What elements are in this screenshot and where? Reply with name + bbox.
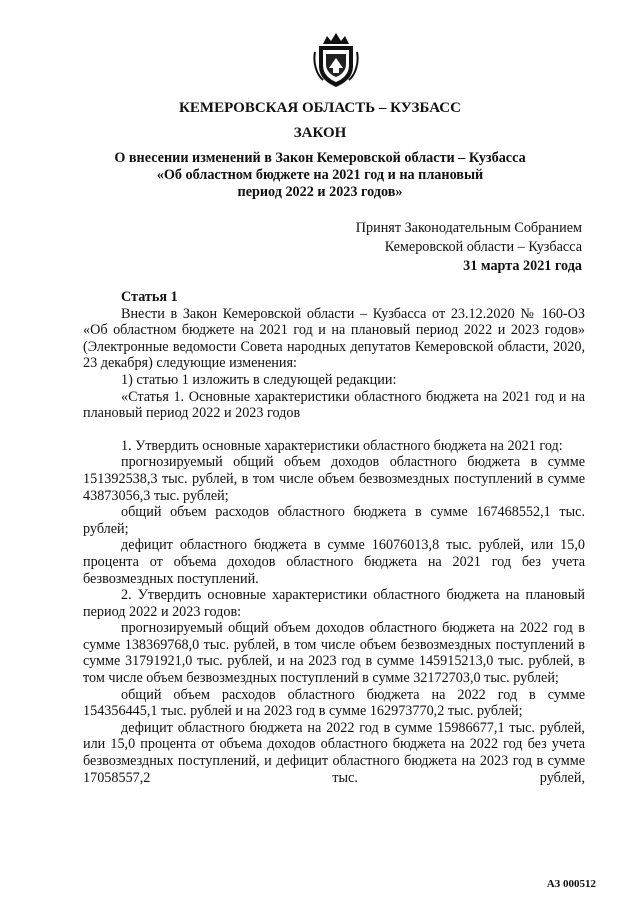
adoption-line: Принят Законодательным Собранием <box>355 220 582 236</box>
law-title-line: «Об областном бюджете на 2021 год и на плановый <box>156 167 484 183</box>
paragraph: общий объем расходов областного бюджета в сумме 167468552,1 тыс. рублей; <box>83 504 585 537</box>
law-title-line: период 2022 и 2023 годов» <box>237 184 403 200</box>
law-title <box>0 150 640 201</box>
adoption-block <box>356 219 582 276</box>
article-heading: Статья 1 <box>121 289 178 305</box>
adoption-line: Кемеровской области – Кузбасса <box>384 239 582 255</box>
paragraph: 1. Утвердить основные характеристики областного бюджета на 2021 год: <box>121 437 563 454</box>
paragraph: 1) статью 1 изложить в следующей редакции: <box>121 371 397 388</box>
law-body <box>83 289 585 786</box>
paragraph: прогнозируемый общий объем доходов областного бюджета в сумме 151392538,3 тыс. рублей, в том числе объем безвозмездных поступлений в сумме 43873056,3 тыс. рублей; <box>83 454 585 504</box>
paragraph: Внести в Закон Кемеровской области – Кузбасса от 23.12.2020 № 160-ОЗ «Об областном бюджете на 2021 год и на плановый период 2022 и 2023 годов» (Электронные ведомости Совета народных депутатов Кемеровской области, 2020, 23 декабря) следующие изменения: <box>83 305 585 372</box>
document-serial-number: АЗ 000512 <box>546 878 596 890</box>
paragraph: 2. Утвердить основные характеристики областного бюджета на плановый период 2022 и 2023 годов: <box>83 587 585 620</box>
law-title-line: О внесении изменений в Закон Кемеровской области – Кузбасса <box>114 150 526 166</box>
paragraph: «Статья 1. Основные характеристики областного бюджета на 2021 год и на плановый период 2022 и 2023 годов <box>83 388 585 422</box>
paragraph: дефицит областного бюджета на 2022 год в сумме 15986677,1 тыс. рублей, или 15,0 процента от объема доходов областного бюджета на 2022 год без учета безвозмездных поступлений, и дефицит областного бюджета на 2023 год в сумме 17058557,2 тыс. рублей, <box>83 719 585 786</box>
paragraph: дефицит областного бюджета в сумме 16076013,8 тыс. рублей, или 15,0 процента от объема доходов областного бюджета на 2021 год без учета безвозмездных поступлений. <box>83 537 585 587</box>
coat-of-arms-emblem <box>313 30 359 88</box>
paragraph: общий объем расходов областного бюджета на 2022 год в сумме 154356445,1 тыс. рублей и на 2023 год в сумме 162973770,2 тыс. рублей; <box>83 686 585 720</box>
document-type-heading: ЗАКОН <box>293 125 347 141</box>
adoption-date: 31 марта 2021 года <box>463 258 582 274</box>
region-heading: КЕМЕРОВСКАЯ ОБЛАСТЬ – КУЗБАСС <box>179 100 461 116</box>
paragraph: прогнозируемый общий объем доходов областного бюджета на 2022 год в сумме 138369768,0 тыс. рублей, в том числе объем безвозмездных поступлений в сумме 31791921,0 тыс. рублей, и на 2023 год в сумме 145915213,0 тыс. рублей, в том числе объем безвозмездных поступлений в сумме 32172703,0 тыс. рублей; <box>83 620 585 687</box>
spacer <box>83 422 585 438</box>
